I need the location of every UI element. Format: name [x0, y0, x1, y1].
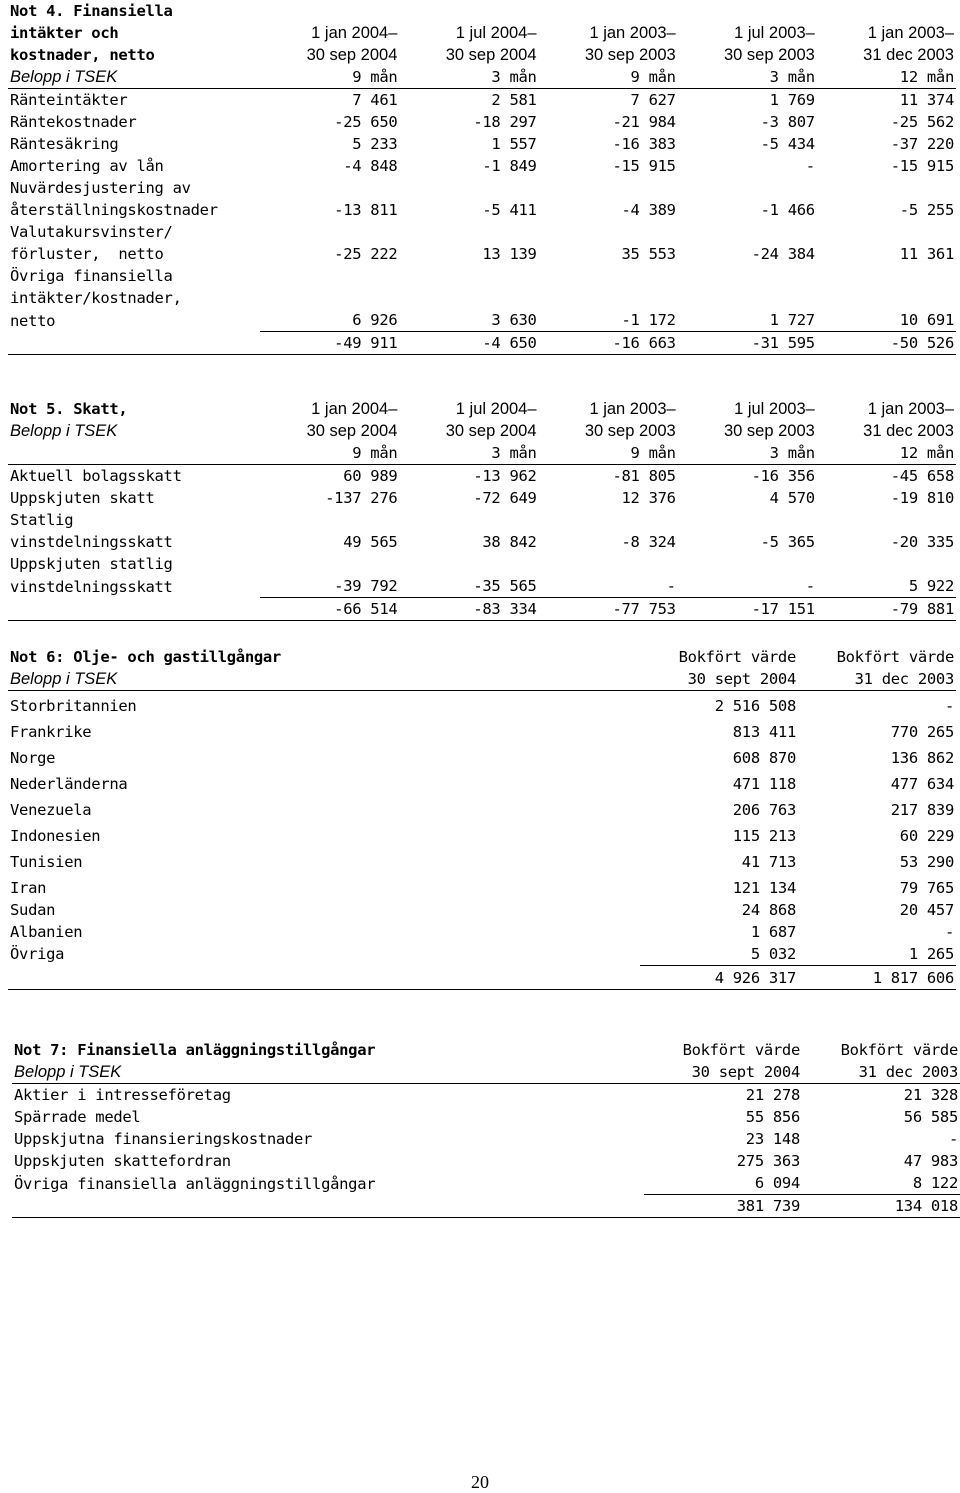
note4-cell: 13 139	[482, 245, 537, 263]
note4-cell: -4 389	[621, 201, 676, 219]
note4-cell: -1 849	[482, 157, 537, 175]
note4-row-label: Ränteintäkter	[8, 89, 260, 112]
note7-col2-line1: Bokfört värde	[840, 1041, 958, 1059]
note6-cell: 813 411	[732, 722, 796, 741]
note7-table	[12, 1039, 960, 1218]
note4-cell: -15 915	[890, 157, 954, 175]
note6-row-label: Storbritannien	[8, 691, 640, 717]
note6-row-label: Tunisien	[10, 852, 83, 871]
note5-unit: Belopp i TSEK	[10, 422, 118, 440]
note7-cell: 8 122	[912, 1174, 958, 1192]
page-number: 20	[471, 1472, 489, 1492]
note4-cell: 1 557	[491, 135, 537, 153]
note4-title-line1: Not 4. Finansiella	[10, 2, 173, 20]
note5-cell: -16 356	[678, 465, 817, 488]
note4-cell: 11 374	[817, 89, 956, 112]
note5-row-label: Aktuell bolagsskatt	[8, 465, 260, 488]
note5-cell: -39 792	[334, 577, 398, 595]
note4-table	[8, 0, 956, 355]
note4-cell: -4 848	[343, 157, 398, 175]
note5-col5-line1: 1 jan 2003–	[867, 400, 954, 418]
note6-row-label: Indonesien	[10, 826, 101, 845]
note4-title-line2: intäkter och	[10, 24, 119, 42]
note6-unit: Belopp i TSEK	[10, 670, 118, 688]
note6-cell: 2 516 508	[640, 691, 798, 717]
note6-title: Not 6: Olje- och gastillgångar	[10, 648, 281, 666]
note5-col2-line3: 3 mån	[491, 444, 537, 462]
note5-cell: -137 276	[325, 489, 398, 507]
note6-col1-line2: 30 sept 2004	[687, 670, 796, 688]
note4-cell: -24 384	[751, 245, 815, 263]
note4-col5-line1: 1 jan 2003–	[867, 24, 954, 42]
note4-cell: 3 630	[491, 311, 537, 329]
note4-col3-line2: 30 sep 2003	[584, 46, 676, 64]
note6-cell: 60 229	[899, 826, 954, 845]
note4-col1-line1: 1 jan 2004–	[311, 24, 398, 42]
note5-cell: -19 810	[890, 489, 954, 507]
note6-cell: -	[944, 922, 954, 941]
note4-cell: 6 926	[352, 311, 398, 329]
note4-col2-line2: 30 sep 2004	[445, 46, 537, 64]
note6-total: 4 926 317	[640, 965, 798, 989]
note4-col5-line2: 31 dec 2003	[863, 46, 954, 64]
note4-cell: 10 691	[899, 311, 954, 329]
note6-row-label: Iran	[10, 878, 47, 897]
note5-cell: 60 989	[260, 465, 399, 488]
note4-row-label: återställningskostnader	[10, 201, 218, 219]
note7-row-label: Övriga finansiella anläggningstillgångar	[14, 1174, 376, 1193]
note6-col2-line2: 31 dec 2003	[854, 670, 954, 688]
note5-cell: 5 922	[908, 577, 954, 595]
note7-cell: 6 094	[754, 1174, 800, 1192]
note4-row-label: Valutakursvinster/	[10, 223, 173, 241]
note5-cell: -5 365	[760, 533, 815, 551]
note6-row-label: Albanien	[10, 922, 83, 941]
note5-total: -66 514	[260, 598, 399, 621]
note5-cell: -	[805, 577, 815, 595]
note7-section	[12, 1039, 956, 1218]
note5-total: -77 753	[539, 598, 678, 621]
note7-row-label: Uppskjuten skattefordran	[14, 1152, 231, 1170]
note6-table	[8, 646, 956, 990]
note5-cell: -20 335	[890, 533, 954, 551]
note4-col2-line3: 3 mån	[491, 68, 537, 86]
note4-cell: -25 222	[334, 245, 398, 263]
note6-cell: 53 290	[899, 852, 954, 871]
note5-col4-line1: 1 jul 2003–	[734, 400, 815, 418]
note7-title: Not 7: Finansiella anläggningstillgångar	[14, 1041, 376, 1059]
note6-cell: 20 457	[899, 900, 954, 919]
note4-total: -31 595	[678, 332, 817, 355]
note6-col1-line1: Bokfört värde	[678, 648, 796, 666]
note6-row-label: Norge	[10, 748, 56, 767]
note4-total: -16 663	[539, 332, 678, 355]
note5-row-label: vinstdelningsskatt	[10, 533, 173, 551]
note4-cell: -16 383	[612, 135, 676, 153]
note4-col4-line1: 1 jul 2003–	[734, 24, 815, 42]
note6-cell: 41 713	[741, 852, 796, 871]
note4-cell: -37 220	[890, 135, 954, 153]
note4-cell: -25 650	[334, 113, 398, 131]
note4-total: -4 650	[399, 332, 538, 355]
note6-cell: 770 265	[890, 722, 954, 741]
note5-total: -83 334	[399, 598, 538, 621]
note5-cell: -72 649	[473, 489, 537, 507]
note5-col5-line3: 12 mån	[899, 444, 954, 462]
note5-cell: -13 962	[399, 465, 538, 488]
note4-cell: 7 461	[260, 89, 399, 112]
note7-cell: -	[948, 1130, 958, 1148]
note5-total: -17 151	[678, 598, 817, 621]
note5-col4-line3: 3 mån	[769, 444, 815, 462]
note6-cell: 608 870	[732, 748, 796, 767]
note4-total: -49 911	[260, 332, 399, 355]
note7-total: 134 018	[802, 1195, 960, 1218]
note7-cell: 55 856	[745, 1108, 800, 1126]
note5-cell: 4 570	[769, 489, 815, 507]
note4-row-label: Nuvärdesjustering av	[10, 179, 191, 197]
note7-cell: 21 328	[802, 1084, 960, 1107]
note6-row-label: Övriga	[10, 945, 65, 963]
note7-unit: Belopp i TSEK	[14, 1063, 122, 1081]
note6-row-label: Nederländerna	[10, 774, 128, 793]
note4-cell: 1 769	[678, 89, 817, 112]
note4-cell: -25 562	[890, 113, 954, 131]
note6-cell: 1 687	[750, 922, 796, 941]
note6-row-label: Venezuela	[10, 800, 92, 819]
note7-col1-line1: Bokfört värde	[682, 1041, 800, 1059]
note4-cell: -15 915	[612, 157, 676, 175]
note5-row-label: Statlig	[10, 511, 74, 529]
note4-col4-line2: 30 sep 2003	[723, 46, 815, 64]
note5-col1-line2: 30 sep 2004	[306, 422, 398, 440]
note4-col5-line3: 12 mån	[899, 68, 954, 86]
note4-col2-line1: 1 jul 2004–	[455, 24, 537, 42]
note7-cell: 275 363	[736, 1152, 800, 1170]
note5-col1-line3: 9 mån	[352, 444, 398, 462]
note7-total: 381 739	[644, 1195, 802, 1218]
note4-cell: -5 411	[482, 201, 537, 219]
note4-row-label: förluster, netto	[10, 245, 164, 263]
note5-table	[8, 398, 956, 621]
note4-cell: -21 984	[612, 113, 676, 131]
note4-section	[8, 0, 956, 355]
note5-col3-line2: 30 sep 2003	[584, 422, 676, 440]
note7-row-label: Uppskjutna finansieringskostnader	[14, 1130, 313, 1148]
note5-col1-line1: 1 jan 2004–	[311, 400, 398, 418]
note5-row-label: vinstdelningsskatt	[10, 577, 173, 596]
note4-cell: -1 466	[760, 201, 815, 219]
note5-col2-line1: 1 jul 2004–	[455, 400, 537, 418]
note4-row-label: Övriga finansiella	[10, 267, 173, 285]
note4-cell: -18 297	[473, 113, 537, 131]
note6-cell: 217 839	[890, 800, 954, 819]
note6-cell: 121 134	[732, 878, 796, 897]
note4-title-line3: kostnader, netto	[10, 46, 155, 64]
note4-cell: 1 727	[769, 311, 815, 329]
note5-total: -79 881	[817, 598, 956, 621]
note4-col1-line2: 30 sep 2004	[306, 46, 398, 64]
note5-section	[8, 398, 956, 621]
note4-row-label: netto	[10, 311, 56, 330]
note6-cell: 477 634	[890, 774, 954, 793]
note5-title: Not 5. Skatt,	[10, 400, 128, 418]
note4-cell: -5 255	[899, 201, 954, 219]
note5-col2-line2: 30 sep 2004	[445, 422, 537, 440]
note5-cell: 12 376	[621, 489, 676, 507]
note7-cell: 47 983	[903, 1152, 958, 1170]
note7-col2-line2: 31 dec 2003	[858, 1063, 958, 1081]
note4-col4-line3: 3 mån	[769, 68, 815, 86]
note5-cell: 38 842	[482, 533, 537, 551]
note4-row-label: Amortering av lån	[10, 157, 164, 175]
note4-row-label: Räntekostnader	[10, 113, 137, 131]
note6-cell: 471 118	[732, 774, 796, 793]
note6-cell: 136 862	[890, 748, 954, 767]
note5-cell: 49 565	[343, 533, 398, 551]
note4-col3-line3: 9 mån	[630, 68, 676, 86]
note4-cell: -	[805, 157, 815, 175]
note5-cell: -45 658	[817, 465, 956, 488]
note6-cell: -	[798, 691, 956, 717]
note5-col5-line2: 31 dec 2003	[863, 422, 954, 440]
note6-cell: 24 868	[741, 900, 796, 919]
note5-cell: -81 805	[539, 465, 678, 488]
note6-cell: 5 032	[750, 944, 796, 963]
note5-col3-line1: 1 jan 2003–	[589, 400, 676, 418]
note5-row-label: Uppskjuten statlig	[10, 555, 173, 573]
note6-total: 1 817 606	[798, 965, 956, 989]
note4-cell: -13 811	[334, 201, 398, 219]
note6-cell: 115 213	[732, 826, 796, 845]
note6-row-label: Sudan	[10, 900, 56, 919]
note7-row-label: Spärrade medel	[14, 1108, 141, 1126]
note5-row-label: Uppskjuten skatt	[10, 489, 155, 507]
note7-row-label: Aktier i intresseföretag	[12, 1084, 644, 1107]
note4-cell: 11 361	[899, 245, 954, 263]
note7-cell: 56 585	[903, 1108, 958, 1126]
note4-total: -50 526	[817, 332, 956, 355]
note6-cell: 79 765	[899, 878, 954, 897]
note6-cell: 206 763	[732, 800, 796, 819]
note4-col3-line1: 1 jan 2003–	[589, 24, 676, 42]
note4-unit: Belopp i TSEK	[10, 68, 118, 86]
note4-cell: 35 553	[621, 245, 676, 263]
note4-cell: -3 807	[760, 113, 815, 131]
note6-section	[8, 646, 956, 990]
note5-col4-line2: 30 sep 2003	[723, 422, 815, 440]
note4-col1-line3: 9 mån	[352, 68, 398, 86]
note4-row-label: Räntesäkring	[10, 135, 119, 153]
note4-cell: -5 434	[760, 135, 815, 153]
note4-cell: 5 233	[352, 135, 398, 153]
note5-cell: -35 565	[473, 577, 537, 595]
note5-cell: -	[666, 577, 676, 595]
note7-cell: 21 278	[644, 1084, 802, 1107]
note6-cell: 1 265	[908, 944, 954, 963]
note7-col1-line2: 30 sept 2004	[691, 1063, 800, 1081]
note6-row-label: Frankrike	[10, 722, 92, 741]
note4-cell: 7 627	[539, 89, 678, 112]
note4-row-label: intäkter/kostnader,	[10, 289, 182, 307]
note7-cell: 23 148	[745, 1130, 800, 1148]
note4-cell: -1 172	[621, 311, 676, 329]
note4-cell: 2 581	[399, 89, 538, 112]
note5-cell: -8 324	[621, 533, 676, 551]
note5-col3-line3: 9 mån	[630, 444, 676, 462]
note6-col2-line1: Bokfört värde	[836, 648, 954, 666]
